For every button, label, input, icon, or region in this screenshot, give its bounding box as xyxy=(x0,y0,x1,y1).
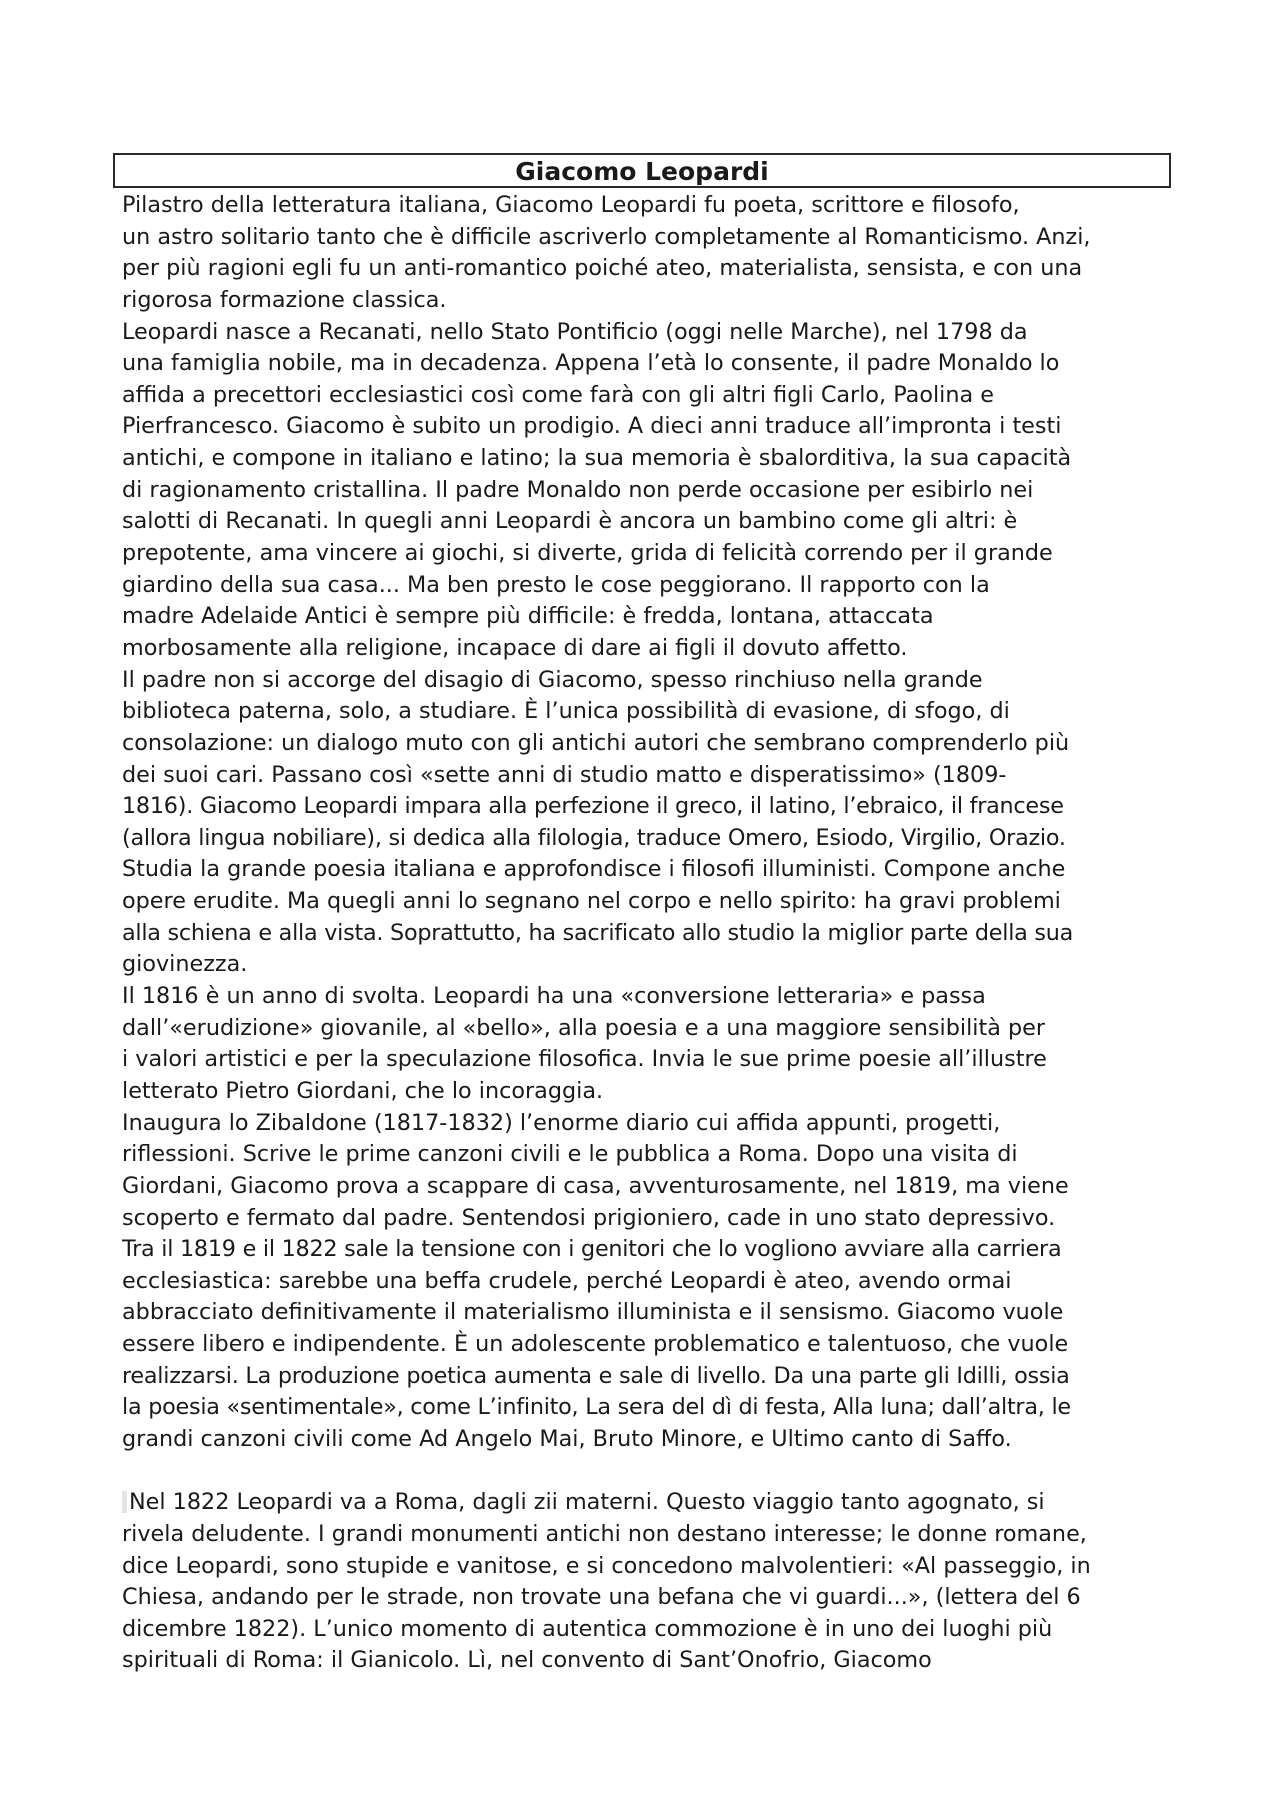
text-line: grandi canzoni civili come Ad Angelo Mai, Bruto Minore, e Ultimo canto di Saffo. xyxy=(122,1425,1012,1452)
text-line: Tra il 1819 e il 1822 sale la tensione con i genitori che lo vogliono avviare alla carriera xyxy=(122,1236,1062,1263)
text-line: Leopardi nasce a Recanati, nello Stato Pontificio (oggi nelle Marche), nel 1798 da xyxy=(122,318,1028,345)
text-line: dice Leopardi, sono stupide e vanitose, e si concedono malvolentieri: «Al passeggio, in xyxy=(122,1552,1091,1579)
text-line: consolazione: un dialogo muto con gli antichi autori che sembrano comprenderlo più xyxy=(122,729,1070,756)
text-line: alla schiena e alla vista. Soprattutto, ha sacrificato allo studio la miglior parte della sua xyxy=(122,919,1074,946)
text-line: Giordani, Giacomo prova a scappare di casa, avventurosamente, nel 1819, ma viene xyxy=(122,1172,1069,1199)
text-line: rivela deludente. I grandi monumenti antichi non destano interesse; le donne romane, xyxy=(122,1520,1087,1547)
text-line: rigorosa formazione classica. xyxy=(122,286,447,313)
text-line: di ragionamento cristallina. Il padre Monaldo non perde occasione per esibirlo nei xyxy=(122,476,1034,503)
paragraph-gap xyxy=(122,1456,1182,1488)
text-line: spirituali di Roma: il Gianicolo. Lì, nel convento di Sant’Onofrio, Giacomo xyxy=(122,1647,932,1674)
text-line: antichi, e compone in italiano e latino; la sua memoria è sbalorditiva, la sua capacità xyxy=(122,445,1072,472)
text-line: madre Adelaide Antici è sempre più difficile: è fredda, lontana, attaccata xyxy=(122,603,934,630)
text-line: salotti di Recanati. In quegli anni Leopardi è ancora un bambino come gli altri: è xyxy=(122,508,1018,535)
text-line: Il 1816 è un anno di svolta. Leopardi ha una «conversione letteraria» e passa xyxy=(122,983,986,1010)
text-line: 1816). Giacomo Leopardi impara alla perfezione il greco, il latino, l’ebraico, il francese xyxy=(122,793,1064,820)
text-line: affida a precettori ecclesiastici così come farà con gli altri figli Carlo, Paolina e xyxy=(122,381,994,408)
document-title: Giacomo Leopardi xyxy=(515,156,769,186)
text-line: Chiesa, andando per le strade, non trovate una befana che vi guardi...», (lettera del 6 xyxy=(122,1584,1081,1611)
text-line: dei suoi cari. Passano così «sette anni di studio matto e disperatissimo» (1809- xyxy=(122,761,1007,788)
text-line: dicembre 1822). L’unico momento di autentica commozione è in uno dei luoghi più xyxy=(122,1615,1053,1642)
text-line: abbracciato definitivamente il materialismo illuminista e il sensismo. Giacomo vuole xyxy=(122,1299,1064,1326)
text-line: realizzarsi. La produzione poetica aumenta e sale di livello. Da una parte gli Idilli, ossia xyxy=(122,1362,1070,1389)
text-line: dall’«erudizione» giovanile, al «bello», alla poesia e a una maggiore sensibilità per xyxy=(122,1014,1045,1041)
text-line: prepotente, ama vincere ai giochi, si diverte, grida di felicità correndo per il grande xyxy=(122,540,1053,567)
text-line-content: Nel 1822 Leopardi va a Roma, dagli zii materni. Questo viaggio tanto agognato, si xyxy=(129,1489,1045,1516)
text-line: scoperto e fermato dal padre. Sentendosi prigioniero, cade in uno stato depressivo. xyxy=(122,1204,1056,1231)
text-line: (allora lingua nobiliare), si dedica alla filologia, traduce Omero, Esiodo, Virgilio, Orazio. xyxy=(122,824,1066,851)
title-box xyxy=(113,153,1171,188)
text-line: i valori artistici e per la speculazione filosofica. Invia le sue prime poesie all’illustre xyxy=(122,1046,1047,1073)
text-line: opere erudite. Ma quegli anni lo segnano nel corpo e nello spirito: ha gravi problemi xyxy=(122,888,1061,915)
text-line xyxy=(122,1487,1182,1519)
text-line: un astro solitario tanto che è difficile ascriverlo completamente al Romanticismo. Anzi, xyxy=(122,223,1091,250)
text-line: Pierfrancesco. Giacomo è subito un prodigio. A dieci anni traduce all’impronta i testi xyxy=(122,413,1062,440)
text-line: Il padre non si accorge del disagio di Giacomo, spesso rinchiuso nella grande xyxy=(122,666,983,693)
text-line: biblioteca paterna, solo, a studiare. È l’unica possibilità di evasione, di sfogo, di xyxy=(122,698,1010,725)
text-line: Studia la grande poesia italiana e approfondisce i filosofi illuministi. Compone anche xyxy=(122,856,1066,883)
text-line: Inaugura lo Zibaldone (1817-1832) l’enorme diario cui affida appunti, progetti, xyxy=(122,1109,1001,1136)
body-text xyxy=(122,190,1182,1677)
text-line: una famiglia nobile, ma in decadenza. Appena l’età lo consente, il padre Monaldo lo xyxy=(122,350,1060,377)
text-line: essere libero e indipendente. È un adolescente problematico e talentuoso, che vuole xyxy=(122,1331,1069,1358)
text-line: la poesia «sentimentale», come L’infinito, La sera del dì di festa, Alla luna; dall’altra, le xyxy=(122,1394,1071,1421)
text-line: per più ragioni egli fu un anti-romantico poiché ateo, materialista, sensista, e con una xyxy=(122,255,1083,282)
text-line: morbosamente alla religione, incapace di dare ai figli il dovuto affetto. xyxy=(122,634,908,661)
text-line: giovinezza. xyxy=(122,951,248,978)
text-cursor-marker xyxy=(122,1491,127,1513)
text-line: letterato Pietro Giordani, che lo incoraggia. xyxy=(122,1077,604,1104)
text-line: ecclesiastica: sarebbe una beffa crudele, perché Leopardi è ateo, avendo ormai xyxy=(122,1267,1012,1294)
text-line: riflessioni. Scrive le prime canzoni civili e le pubblica a Roma. Dopo una visita di xyxy=(122,1141,1018,1168)
text-line: giardino della sua casa... Ma ben presto le cose peggiorano. Il rapporto con la xyxy=(122,571,990,598)
text-line: Pilastro della letteratura italiana, Giacomo Leopardi fu poeta, scrittore e filosofo, xyxy=(122,192,1020,218)
